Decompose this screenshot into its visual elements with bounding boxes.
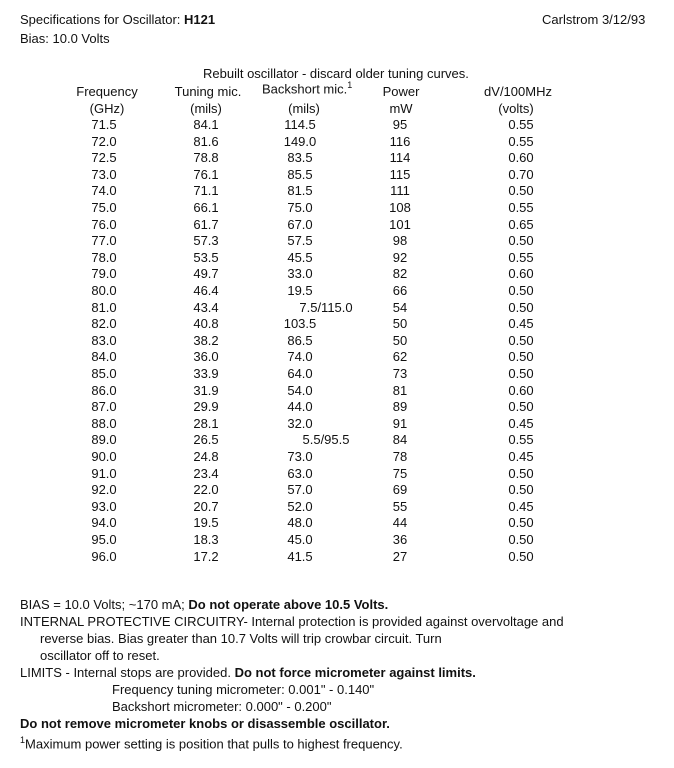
cell-power: 75 — [392, 465, 408, 481]
cell-tuning: 22.0 — [193, 482, 219, 498]
cell-frequency: 96.0 — [91, 548, 117, 564]
cell-dv: 0.45 — [508, 316, 534, 332]
cell-frequency: 77.0 — [91, 233, 117, 249]
cell-dv: 0.50 — [508, 482, 534, 498]
cell-frequency: 74.0 — [91, 183, 117, 199]
cell-backshort: 149.0 — [283, 133, 317, 149]
table-row — [0, 549, 674, 566]
cell-power: 27 — [392, 548, 408, 564]
col-unit-frequency: (GHz) — [89, 101, 125, 116]
cell-backshort: 73.0 — [287, 449, 313, 464]
cell-tuning: 61.7 — [193, 216, 219, 232]
cell-power: 111 — [390, 183, 410, 199]
cell-tuning: 53.5 — [193, 249, 219, 265]
cell-dv: 0.50 — [508, 465, 534, 481]
cell-backshort: 33.0 — [287, 266, 313, 282]
cell-backshort: 85.5 — [287, 166, 313, 182]
cell-backshort: 81.5 — [287, 183, 313, 199]
table-row — [0, 366, 674, 383]
col-header-power: Power — [382, 84, 420, 99]
cell-backshort: 57.0 — [287, 482, 313, 498]
cell-frequency: 84.0 — [91, 349, 117, 365]
col-header-frequency: Frequency — [76, 84, 138, 99]
cell-backshort: 41.5 — [287, 548, 313, 564]
cell-frequency: 75.0 — [91, 200, 117, 215]
cell-backshort: 54.0 — [287, 382, 313, 398]
cell-dv: 0.55 — [508, 133, 534, 149]
disassembly-warning: Do not remove micrometer knobs or disassemble oscillator. — [20, 716, 390, 731]
table-row — [0, 167, 674, 184]
cell-tuning: 28.1 — [193, 415, 219, 431]
table-row — [0, 316, 674, 333]
backshort-micrometer-range: Backshort micrometer: 0.000" - 0.200" — [112, 699, 332, 714]
col-unit-dv: (volts) — [498, 101, 534, 116]
cell-dv: 0.50 — [508, 283, 534, 298]
cell-dv: 0.45 — [508, 415, 534, 431]
cell-power: 89 — [392, 399, 408, 415]
cell-frequency: 82.0 — [91, 316, 117, 332]
cell-tuning: 36.0 — [193, 349, 219, 365]
cell-tuning: 43.4 — [193, 299, 219, 315]
limits-warning: Do not force micrometer against limits. — [234, 665, 476, 680]
cell-dv: 0.50 — [508, 233, 534, 249]
cell-backshort: 83.5 — [287, 150, 313, 166]
cell-power: 44 — [392, 515, 408, 531]
cell-tuning: 24.8 — [193, 449, 219, 464]
table-row — [0, 333, 674, 350]
cell-frequency: 80.0 — [91, 283, 117, 298]
cell-power: 81 — [392, 382, 408, 398]
table-row — [0, 515, 674, 532]
cell-power: 114 — [389, 150, 411, 166]
cell-dv: 0.60 — [508, 266, 534, 282]
table-row — [0, 150, 674, 167]
cell-dv: 0.50 — [508, 515, 534, 531]
protection-line-3: oscillator off to reset. — [40, 648, 160, 663]
table-row — [0, 217, 674, 234]
cell-tuning: 49.7 — [193, 266, 219, 282]
cell-power: 69 — [392, 482, 408, 498]
cell-dv: 0.45 — [508, 498, 534, 514]
cell-frequency: 88.0 — [91, 415, 117, 431]
table-row — [0, 250, 674, 267]
cell-frequency: 76.0 — [91, 216, 117, 232]
table-row — [0, 183, 674, 200]
cell-backshort: 63.0 — [287, 465, 313, 481]
cell-power: 82 — [392, 266, 408, 282]
cell-frequency: 90.0 — [91, 449, 117, 464]
cell-power: 55 — [392, 498, 408, 514]
cell-backshort: 32.0 — [287, 415, 313, 431]
cell-tuning: 84.1 — [193, 117, 219, 132]
cell-power: 36 — [392, 532, 408, 547]
cell-backshort: 45.0 — [287, 532, 313, 547]
table-row — [0, 233, 674, 250]
cell-dv: 0.50 — [508, 183, 534, 199]
cell-dv: 0.50 — [508, 332, 534, 348]
table-row — [0, 432, 674, 449]
table-row — [0, 283, 674, 300]
cell-tuning: 20.7 — [193, 498, 219, 514]
cell-dv: 0.50 — [508, 366, 534, 381]
cell-tuning: 78.8 — [193, 150, 219, 166]
cell-frequency: 83.0 — [91, 332, 117, 348]
cell-power: 115 — [389, 166, 411, 182]
cell-power: 95 — [392, 117, 408, 132]
cell-power: 50 — [392, 316, 408, 332]
cell-backshort: 75.0 — [287, 200, 313, 215]
table-row — [0, 117, 674, 134]
cell-tuning: 38.2 — [193, 332, 219, 348]
cell-backshort: 44.0 — [287, 399, 313, 415]
document-title — [20, 12, 215, 27]
table-row — [0, 134, 674, 151]
cell-dv: 0.50 — [508, 349, 534, 365]
cell-tuning: 71.1 — [193, 183, 219, 199]
protection-line-1: INTERNAL PROTECTIVE CIRCUITRY- Internal protection is provided against overvoltage and — [20, 614, 564, 629]
cell-power: 54 — [392, 299, 408, 315]
cell-tuning: 19.5 — [193, 515, 219, 531]
cell-power: 62 — [392, 349, 408, 365]
cell-power: 91 — [392, 415, 408, 431]
cell-frequency: 93.0 — [91, 498, 117, 514]
cell-backshort: 67.0 — [287, 216, 313, 232]
cell-frequency: 79.0 — [91, 266, 117, 282]
cell-tuning: 40.8 — [193, 316, 219, 332]
table-row — [0, 383, 674, 400]
cell-backshort: 48.0 — [287, 515, 313, 531]
cell-dv: 0.60 — [508, 150, 534, 166]
cell-power: 101 — [389, 216, 411, 232]
cell-backshort: 45.5 — [287, 249, 313, 265]
notes-section — [20, 596, 660, 752]
cell-power: 98 — [392, 233, 408, 249]
table-row — [0, 416, 674, 433]
cell-frequency: 72.0 — [91, 133, 117, 149]
frequency-micrometer-range: Frequency tuning micrometer: 0.001" - 0.140" — [112, 682, 375, 697]
cell-power: 73 — [392, 366, 408, 381]
cell-frequency: 95.0 — [91, 532, 117, 547]
cell-frequency: 89.0 — [91, 432, 117, 448]
table-row — [0, 449, 674, 466]
cell-power: 66 — [392, 283, 408, 298]
cell-backshort: 5.5/95.5 — [302, 432, 350, 448]
cell-dv: 0.45 — [508, 449, 534, 464]
cell-dv: 0.60 — [508, 382, 534, 398]
cell-backshort: 103.5 — [283, 316, 317, 332]
cell-backshort: 57.5 — [287, 233, 313, 249]
cell-dv: 0.55 — [508, 117, 534, 132]
title-prefix: Specifications for Oscillator: — [20, 12, 181, 27]
cell-backshort: 52.0 — [287, 498, 313, 514]
cell-tuning: 81.6 — [193, 133, 219, 149]
col-unit-tuning: (mils) — [190, 101, 222, 116]
cell-dv: 0.55 — [508, 432, 534, 448]
cell-dv: 0.50 — [508, 532, 534, 547]
cell-backshort: 86.5 — [287, 332, 313, 348]
cell-power: 84 — [392, 432, 408, 448]
cell-backshort: 19.5 — [287, 283, 313, 298]
cell-backshort: 7.5/115.0 — [299, 299, 353, 315]
table-caption: Rebuilt oscillator - discard older tuning curves. — [203, 66, 469, 81]
cell-tuning: 66.1 — [193, 200, 219, 215]
cell-frequency: 72.5 — [91, 150, 117, 166]
footnote-ref: 1 — [347, 80, 353, 90]
cell-dv: 0.50 — [508, 399, 534, 415]
table-row — [0, 266, 674, 283]
bias-note: BIAS = 10.0 Volts; ~170 mA; Do not operate above 10.5 Volts. — [20, 597, 389, 612]
cell-frequency: 86.0 — [91, 382, 117, 398]
col-header-backshort: Backshort mic.$^1$ — [262, 80, 353, 97]
cell-frequency: 78.0 — [91, 249, 117, 265]
col-unit-power: mW — [389, 101, 413, 116]
cell-dv: 0.70 — [508, 166, 534, 182]
table-row — [0, 532, 674, 549]
cell-tuning: 23.4 — [193, 465, 219, 481]
footnote-mark: 1 — [20, 735, 26, 745]
cell-power: 116 — [389, 133, 411, 149]
col-unit-backshort: (mils) — [288, 101, 320, 116]
cell-dv: 0.50 — [508, 299, 534, 315]
cell-backshort: 64.0 — [287, 366, 313, 381]
author-date: Carlstrom 3/12/93 — [542, 12, 646, 27]
cell-dv: 0.65 — [508, 216, 534, 232]
cell-tuning: 18.3 — [193, 532, 219, 547]
cell-frequency: 85.0 — [91, 366, 117, 381]
cell-tuning: 17.2 — [193, 548, 219, 564]
col-header-tuning: Tuning mic. — [174, 84, 242, 99]
cell-power: 108 — [389, 200, 411, 215]
cell-backshort: 114.5 — [284, 117, 316, 132]
footnote: $^1$Maximum power setting is position that pulls to highest frequency. — [20, 735, 403, 752]
cell-frequency: 87.0 — [91, 399, 117, 415]
cell-power: 78 — [392, 449, 408, 464]
cell-backshort: 74.0 — [287, 349, 313, 365]
cell-tuning: 33.9 — [193, 366, 219, 381]
cell-tuning: 29.9 — [193, 399, 219, 415]
table-row — [0, 482, 674, 499]
table-row — [0, 466, 674, 483]
bias-line: Bias: 10.0 Volts — [20, 31, 110, 46]
cell-power: 92 — [392, 249, 408, 265]
table-row — [0, 499, 674, 516]
cell-frequency: 71.5 — [91, 117, 117, 132]
cell-tuning: 26.5 — [193, 432, 219, 448]
cell-dv: 0.55 — [508, 200, 534, 215]
cell-dv: 0.55 — [508, 249, 534, 265]
cell-dv: 0.50 — [508, 548, 534, 564]
cell-frequency: 92.0 — [91, 482, 117, 498]
table-row — [0, 300, 674, 317]
cell-tuning: 31.9 — [193, 382, 219, 398]
limits-note: LIMITS - Internal stops are provided. Do not force micrometer against limits. — [20, 665, 476, 680]
cell-frequency: 81.0 — [91, 299, 117, 315]
col-header-dv: dV/100MHz — [484, 84, 552, 99]
cell-frequency: 91.0 — [91, 465, 117, 481]
oscillator-model: H121 — [184, 12, 216, 27]
cell-frequency: 73.0 — [91, 166, 117, 182]
table-row — [0, 349, 674, 366]
protection-line-2: reverse bias. Bias greater than 10.7 Volts will trip crowbar circuit. Turn — [40, 631, 442, 646]
table-row — [0, 399, 674, 416]
cell-power: 50 — [392, 332, 408, 348]
cell-tuning: 46.4 — [193, 283, 219, 298]
table-row — [0, 200, 674, 217]
cell-tuning: 57.3 — [193, 233, 219, 249]
cell-frequency: 94.0 — [91, 515, 117, 531]
cell-tuning: 76.1 — [193, 166, 219, 182]
bias-warning: Do not operate above 10.5 Volts. — [188, 597, 389, 612]
